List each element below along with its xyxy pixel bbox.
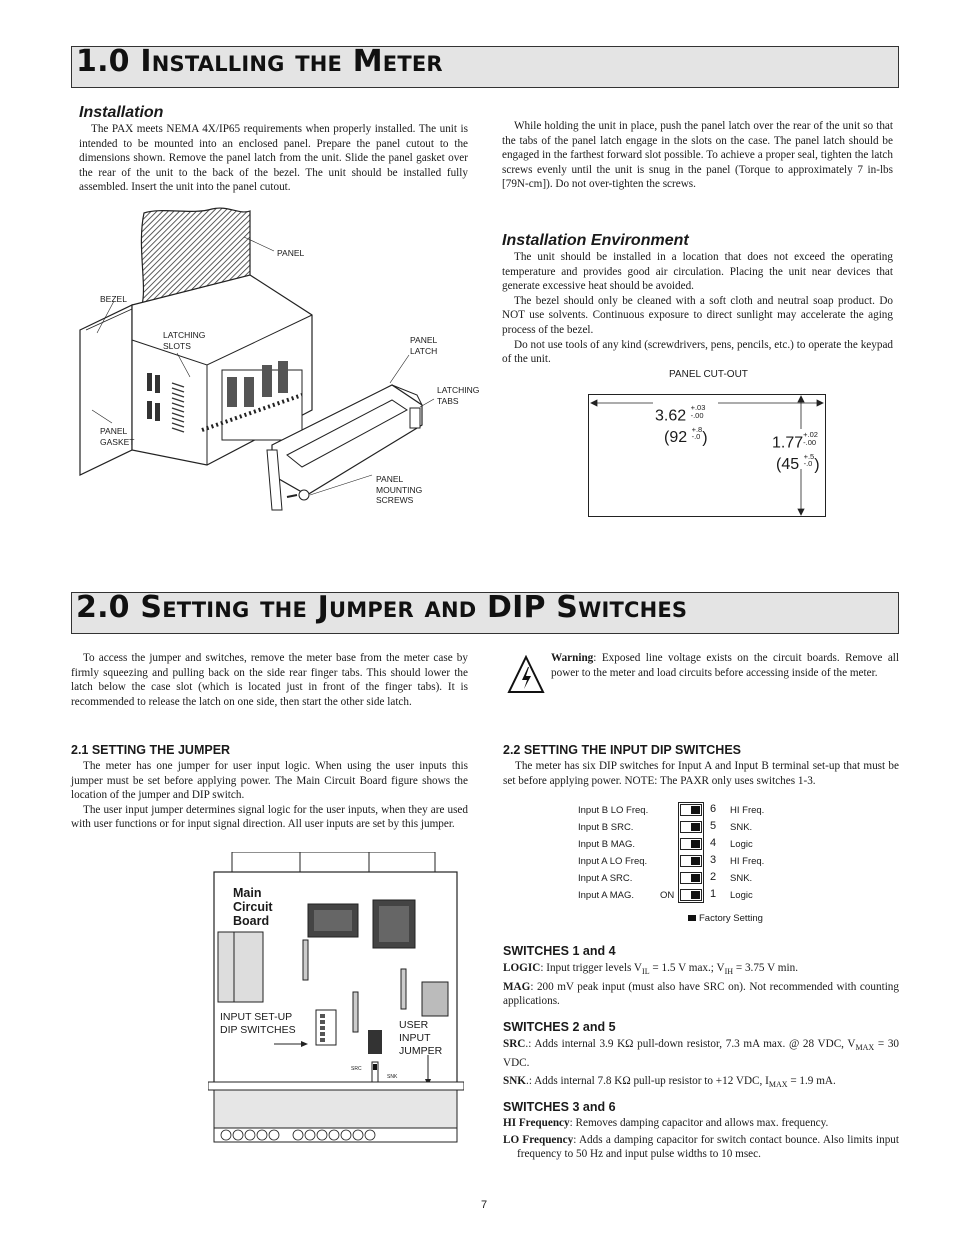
installation-heading: Installation [79,104,164,121]
lo-frequency-label: LO Frequency [503,1133,574,1146]
mag-label: MAG [503,980,531,993]
dip-row-1 [578,887,778,904]
dip-switch-5[interactable] [680,821,702,833]
dip-row-4-right: Logic [730,839,753,850]
snk-description [503,1074,899,1093]
label-panel: PANEL [277,248,305,258]
setting-jumper-text [71,759,468,832]
dip-row-4 [578,836,778,853]
cutout-width-inches: 3.62 [655,407,687,425]
jumper-label-line3: JUMPER [399,1045,443,1057]
factory-setting-legend [688,913,763,924]
hi-frequency-text: : Removes damping capacitor and allows max. frequency. [569,1117,829,1129]
section-2-banner [71,592,899,634]
dip-row-5-number: 5 [710,820,717,832]
snk-end: = 1.9 mA. [787,1075,836,1088]
dip-row-2-number: 2 [710,871,717,883]
src-sub-max: MAX [855,1043,875,1053]
environment-paragraph-2: The bezel should only be cleaned with a soft cloth and neutral soap product. Do NOT use solvents. Continuous exposure to direct sunlight may accelerate the aging process of the bezel. [502,294,893,336]
src-label: SRC [351,1066,362,1072]
cutout-width-mm: (92 [664,429,688,446]
label-panel-latch [410,335,437,356]
label-latching-tabs-line1: LATCHING [437,385,480,395]
cutout-height-mm: (45 [776,456,800,473]
src-end: = 30 VDC. [503,1038,900,1069]
dip-switch-4[interactable] [680,838,702,850]
dip-location-line2: DIP SWITCHES [220,1024,296,1036]
jumper-label-line1: USER [399,1019,429,1031]
label-panel-gasket [100,426,134,447]
dip-row-6-number: 6 [710,803,717,815]
dip-row-6-left: Input B LO Freq. [578,805,649,816]
label-latching-tabs-line2: TABS [437,395,459,406]
user-input-jumper-label [399,1019,442,1058]
dip-row-4-left: Input B MAG. [578,839,636,850]
setting-jumper-heading: 2.1 SETTING THE JUMPER [71,743,231,757]
switches-1-4-heading: SWITCHES 1 and 4 [503,944,616,958]
label-latching-slots [163,330,205,351]
switches-3-6-text [503,1116,899,1162]
dip-row-2 [578,870,778,887]
cutout-height-dimension [772,431,820,474]
switches-2-5-text [503,1037,899,1093]
switches-3-6-heading: SWITCHES 3 and 6 [503,1100,616,1114]
logic-text: : Input trigger levels V [540,962,643,974]
dip-row-5-left: Input B SRC. [578,822,634,833]
label-mounting-screws-line2: MOUNTING [376,484,423,495]
height-in-tol-minus: -.00 [803,437,817,447]
cutout-height-inches: 1.77 [772,434,804,452]
dip-switches-text: The meter has six DIP switches for Input A and Input B terminal set-up that must be set before applying power. NOTE: The PAXR only uses switches 1-3. [503,760,899,787]
switches-2-5-heading: SWITCHES 2 and 5 [503,1020,616,1034]
snk-desc-label: SNK [503,1075,527,1088]
label-latching-tabs [437,385,479,406]
dip-row-3 [578,853,778,870]
dip-on-label: ON [660,890,675,901]
board-title-line2: Circuit [233,900,273,914]
height-mm-tol-plus: +.5 [803,451,815,461]
warning-text [551,651,899,680]
dip-switch-2[interactable] [680,872,702,884]
environment-paragraph-3: Do not use tools of any kind (screwdrivers, pens, pencils, etc.) to operate the keypad of the unit. [502,338,893,366]
dip-row-5 [578,819,778,836]
label-latching-slots-line1: LATCHING [163,330,206,340]
snk-label: SNK [387,1074,398,1080]
warning-message: : Exposed line voltage exists on the circuit boards. Remove all power to the meter and load circuits before accessing inside of the meter. [551,652,899,679]
dip-switch-location-label [220,1011,296,1037]
lo-frequency-description [503,1133,899,1162]
label-panel-latch-line1: PANEL [410,335,438,345]
width-mm-tol-minus: -.0 [691,432,701,441]
factory-setting-swatch-icon [688,915,696,921]
latch-instructions-text: While holding the unit in place, push the panel latch over the rear of the unit so that the tabs of the panel latch engage in the slots on the case. The panel latch should be engaged in the farthest forward slot possible. To achieve a proper seal, tighten the latch screws evenly until the unit is snug in the panel (Torque to approximately 7 in-lbs [79N-cm]). Do not over-tighten the screws. [502,120,893,191]
mag-description [503,980,899,1009]
logic-end: = 3.75 V min. [733,962,798,974]
factory-setting-label: Factory Setting [699,913,763,924]
dip-row-1-left: Input A MAG. [578,890,634,901]
label-panel-latch-line2: LATCH [410,345,438,356]
cutout-width-dimension [655,404,708,447]
snk-text: .: Adds internal 7.8 KΩ pull-up resistor to +12 VDC, I [526,1075,769,1088]
label-mounting-screws-line1: PANEL [376,474,404,484]
warning-icon [507,655,545,695]
dip-row-1-number: 1 [710,888,717,900]
height-mm-close: ) [814,456,820,473]
dip-row-6-right: HI Freq. [730,805,765,816]
dip-location-line1: INPUT SET-UP [220,1011,293,1023]
installation-environment-text [502,250,893,367]
cutout-title: PANEL CUT-OUT [669,369,748,380]
dip-switch-6[interactable] [680,804,702,816]
width-mm-close: ) [702,429,708,446]
cutout-height-mm-tolerance [804,453,815,468]
dip-switch-3[interactable] [680,855,702,867]
logic-sub-il: IL [642,967,650,977]
label-panel-gasket-line2: GASKET [100,436,135,447]
height-in-tol-plus: +.02 [803,430,818,439]
label-latching-slots-line2: SLOTS [163,340,191,351]
dip-switch-1[interactable] [680,889,702,901]
label-mounting-screws-line3: SCREWS [376,495,414,505]
dip-row-1-right: Logic [730,890,753,901]
dip-row-5-right: SNK. [730,822,753,833]
board-title-line3: Board [233,914,270,928]
logic-label: LOGIC [503,962,541,974]
board-title-line1: Main [233,886,262,900]
dip-row-3-right: HI Freq. [730,856,765,867]
section-1-banner [71,46,899,88]
switches-1-4-text [503,961,899,1009]
width-in-tol-plus: +.03 [690,403,706,412]
dip-row-2-left: Input A SRC. [578,873,633,884]
cutout-width-mm-tolerance [692,426,703,441]
access-instructions-text: To access the jumper and switches, remove the meter base from the meter case by firmly squeezing and pulling back on the side rear finger tabs. This should lower the latch below the case slot (which is located just in front of the finger tabs). It is recommended to release the latch on one side, then start the other side latch. [71,652,468,708]
section-2-title: 2.0 Setting the Jumper and DIP Switches [76,590,688,625]
environment-paragraph-1: The unit should be installed in a location that does not exceed the operating temperature and provides good air circulation. Placing the unit near devices that generate excessive heat should be avoided. [502,251,893,293]
width-in-tol-minus: -.00 [690,410,704,420]
dip-row-4-number: 4 [710,837,717,849]
label-mounting-screws [376,474,422,506]
mag-text: : 200 mV peak input (must also have SRC on). Not recommended with counting applications. [503,980,899,1008]
page-number: 7 [481,1199,488,1211]
dip-row-2-right: SNK. [730,873,753,884]
jumper-paragraph-1: The meter has one jumper for user input logic. When using the user inputs this jumper must be set before applying power. The Main Circuit Board figure shows the location of the jumper and DIP switch. [71,760,468,802]
label-bezel: BEZEL [100,294,127,304]
logic-sub-ih: IH [724,967,734,977]
height-mm-tol-minus: -.0 [803,459,813,468]
src-desc-label: SRC [503,1038,526,1050]
hi-frequency-label: HI Frequency [503,1117,570,1129]
installation-environment-heading: Installation Environment [502,232,689,249]
snk-sub-max: MAX [768,1080,788,1090]
cutout-width-in-tolerance [691,404,706,419]
cutout-height-in-tolerance [803,431,818,446]
logic-description [503,961,899,980]
jumper-paragraph-2: The user input jumper determines signal logic for the user inputs, when they are used with user functions or for input signal direction. All user inputs are set by this jumper. [71,803,468,831]
dip-row-3-left: Input A LO Freq. [578,856,648,867]
logic-mid: = 1.5 V max.; V [649,962,725,974]
section-1-title: 1.0 Installing the Meter [76,44,443,79]
src-text: .: Adds internal 3.9 KΩ pull-down resistor, 7.3 mA max. @ 28 VDC, V [525,1038,856,1050]
src-description [503,1037,899,1070]
dip-row-6 [578,802,778,819]
jumper-label-line2: INPUT [399,1032,431,1044]
lo-frequency-text: : Adds a damping capacitor for switch contact bounce. Also limits input frequency to 50 Hz and input pulse widths to 10 msec. [517,1133,899,1161]
main-circuit-board-title [233,886,273,928]
warning-label: Warning [551,652,594,664]
width-mm-tol-plus: +.8 [691,424,703,434]
dip-row-3-number: 3 [710,854,717,866]
dip-switch-table [578,802,778,912]
label-panel-gasket-line1: PANEL [100,426,128,436]
hi-frequency-description [503,1116,899,1131]
installation-text: The PAX meets NEMA 4X/IP65 requirements when properly installed. The unit is intended to be mounted into an enclosed panel. Prepare the panel cutout to the dimensions shown. Remove the panel latch from the unit. Slide the panel gasket over the rear of the unit to the back of the bezel. The unit should be installed fully assembled. Insert the unit into the panel cutout. [79,123,468,194]
setting-dip-switches-heading: 2.2 SETTING THE INPUT DIP SWITCHES [503,743,741,757]
